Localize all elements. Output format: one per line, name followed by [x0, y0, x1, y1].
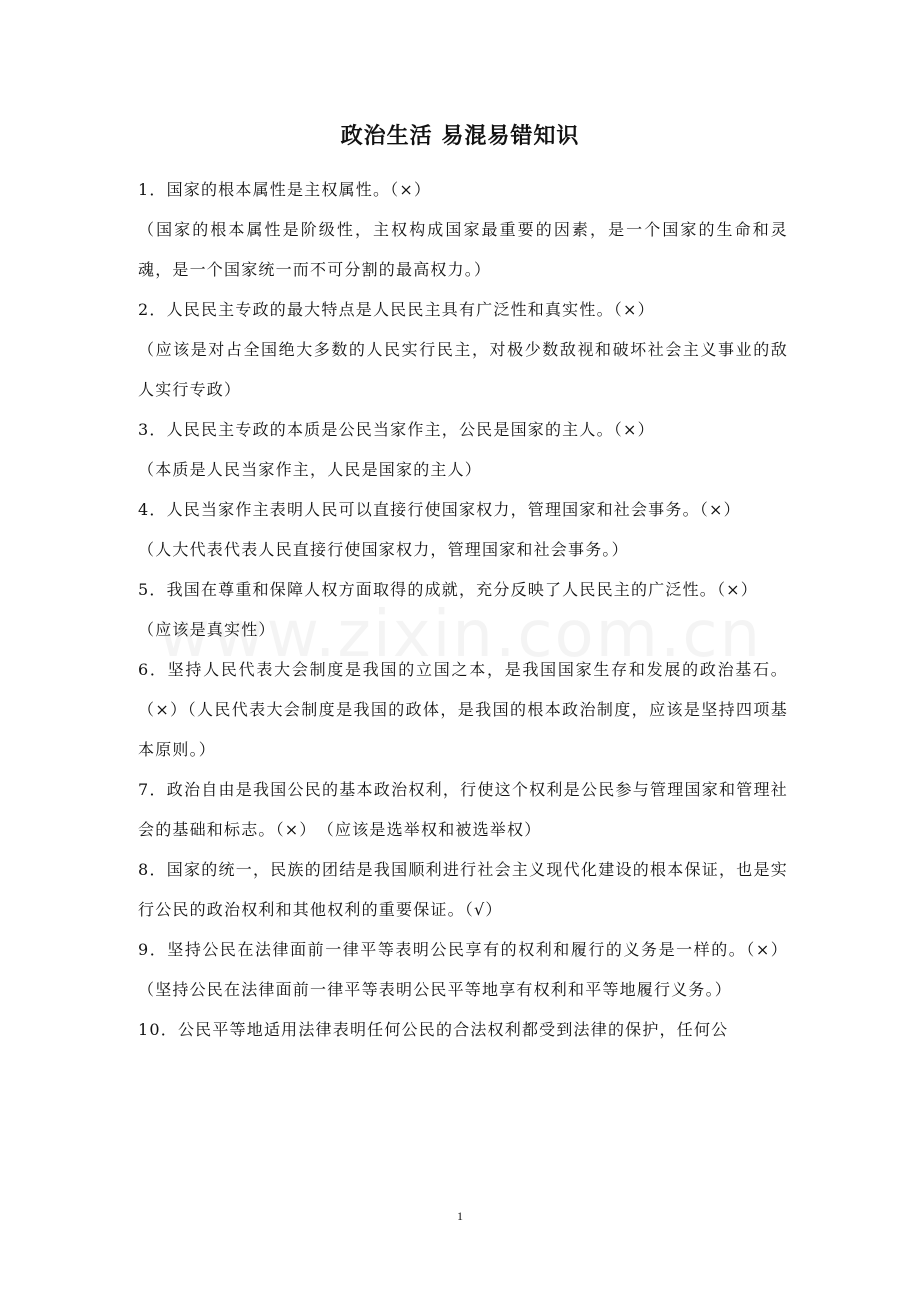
paragraph: （国家的根本属性是阶级性，主权构成国家最重要的因素，是一个国家的生命和灵魂，是一个国家统一而不可分割的最高权力。）	[138, 220, 788, 279]
paragraph: 5．我国在尊重和保障人权方面取得的成就，充分反映了人民民主的广泛性。（×）	[138, 580, 758, 599]
page-number: 1	[457, 1209, 463, 1223]
paragraph: （应该是对占全国绝大多数的人民实行民主，对极少数敌视和破坏社会主义事业的敌人实行专政）	[138, 340, 788, 399]
paragraph: 1．国家的根本属性是主权属性。（×）	[138, 180, 432, 199]
page-title: 政治生活 易混易错知识	[340, 123, 580, 149]
paragraph: 3．人民民主专政的本质是公民当家作主，公民是国家的主人。（×）	[138, 420, 655, 439]
paragraph: 9．坚持公民在法律面前一律平等表明公民享有的权利和履行的义务是一样的。（×）（坚持公民在法律面前一律平等表明公民平等地享有权利和平等地履行义务。）	[138, 940, 788, 999]
document-body	[138, 170, 788, 1050]
paragraph: （本质是人民当家作主，人民是国家的主人）	[138, 460, 483, 479]
paragraph: （应该是真实性）	[138, 620, 276, 639]
paragraph: 7．政治自由是我国公民的基本政治权利，行使这个权利是公民参与管理国家和管理社会的基础和标志。（×） （应该是选举权和被选举权）	[138, 780, 788, 839]
paragraph: 8．国家的统一，民族的团结是我国顺利进行社会主义现代化建设的根本保证，也是实行公民的政治权利和其他权利的重要保证。（√）	[138, 860, 788, 919]
paragraph: 2．人民民主专政的最大特点是人民民主具有广泛性和真实性。（×）	[138, 300, 655, 319]
paragraph: 10．公民平等地适用法律表明任何公民的合法权利都受到法律的保护，任何公	[138, 1020, 729, 1039]
paragraph: （人大代表代表人民直接行使国家权力，管理国家和社会事务。）	[138, 540, 629, 559]
paragraph: 6．坚持人民代表大会制度是我国的立国之本，是我国国家生存和发展的政治基石。（×）（人民代表大会制度是我国的政体，是我国的根本政治制度，应该是坚持四项基本原则。）	[138, 660, 788, 759]
paragraph: 4．人民当家作主表明人民可以直接行使国家权力，管理国家和社会事务。（×）	[138, 500, 741, 519]
